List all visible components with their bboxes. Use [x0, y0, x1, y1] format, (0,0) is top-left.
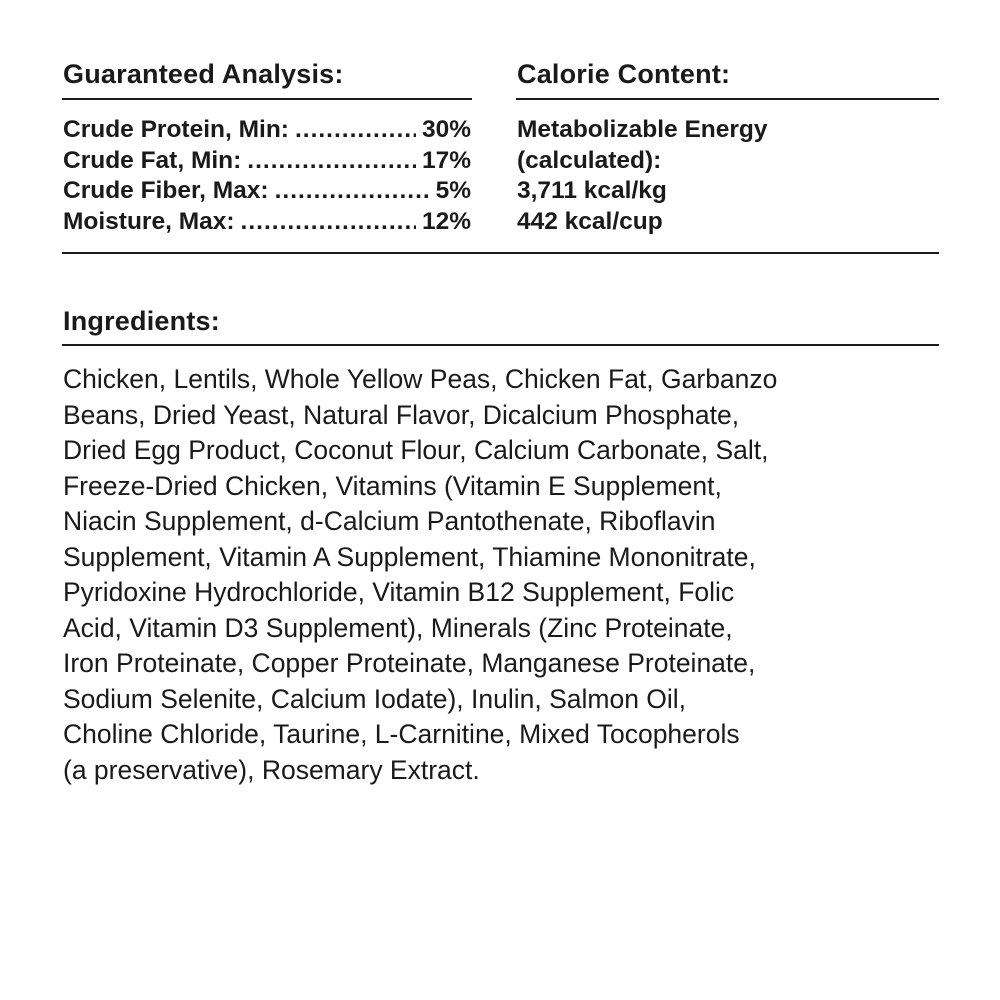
ingredients-line: Niacin Supplement, d-Calcium Pantothenate, Riboflavin	[63, 506, 716, 536]
ingredients-line: Acid, Vitamin D3 Supplement), Minerals (Zinc Proteinate,	[63, 612, 733, 643]
analysis-label: Crude Fiber, Max:	[63, 177, 269, 204]
calorie-content-heading: Calorie Content:	[517, 59, 731, 89]
calorie-content-block	[517, 115, 937, 237]
calorie-line: Metabolizable Energy	[517, 116, 768, 143]
ingredients-line: Supplement, Vitamin A Supplement, Thiamine Mononitrate,	[63, 541, 756, 572]
dot-leader	[275, 176, 430, 207]
analysis-value: 30%	[421, 116, 471, 143]
ingredients-line: Pyridoxine Hydrochloride, Vitamin B12 Supplement, Folic	[63, 577, 735, 607]
dot-leader	[241, 207, 416, 238]
analysis-row-crude-fat	[63, 146, 471, 177]
ingredients-text	[63, 362, 943, 788]
guaranteed-analysis-heading: Guaranteed Analysis:	[63, 59, 344, 89]
analysis-value: 5%	[435, 177, 471, 204]
analysis-label: Crude Fat, Min:	[63, 146, 242, 174]
analysis-label: Moisture, Max:	[63, 207, 235, 235]
ingredients-heading: Ingredients:	[63, 306, 220, 336]
analysis-row-moisture	[63, 207, 471, 238]
ingredients-divider	[62, 344, 939, 346]
ingredients-line: Chicken, Lentils, Whole Yellow Peas, Chicken Fat, Garbanzo	[63, 364, 778, 394]
analysis-label: Crude Protein, Min:	[63, 116, 289, 143]
analysis-value: 12%	[421, 207, 471, 235]
analysis-row-crude-fiber	[63, 176, 471, 207]
calorie-line: (calculated):	[517, 146, 662, 174]
analysis-divider	[62, 98, 472, 100]
ingredients-line: (a preservative), Rosemary Extract.	[63, 754, 480, 785]
ingredients-line: Freeze-Dried Chicken, Vitamins (Vitamin E Supplement,	[63, 470, 722, 501]
dot-leader	[247, 146, 416, 177]
ingredients-line: Dried Egg Product, Coconut Flour, Calcium Carbonate, Salt,	[63, 435, 769, 465]
analysis-value: 17%	[421, 146, 471, 174]
ingredients-line: Beans, Dried Yeast, Natural Flavor, Dicalcium Phosphate,	[63, 399, 740, 430]
ingredients-line: Iron Proteinate, Copper Proteinate, Manganese Proteinate,	[63, 648, 756, 678]
ingredients-line: Choline Chloride, Taurine, L-Carnitine, Mixed Tocopherols	[63, 719, 740, 749]
calorie-divider	[516, 98, 939, 100]
calorie-line: 3,711 kcal/kg	[517, 177, 667, 204]
section-divider	[62, 252, 939, 254]
guaranteed-analysis-list	[63, 115, 471, 237]
dot-leader	[295, 115, 416, 146]
analysis-row-crude-protein	[63, 115, 471, 146]
ingredients-line: Sodium Selenite, Calcium Iodate), Inulin, Salmon Oil,	[63, 683, 687, 714]
calorie-line: 442 kcal/cup	[517, 207, 663, 235]
